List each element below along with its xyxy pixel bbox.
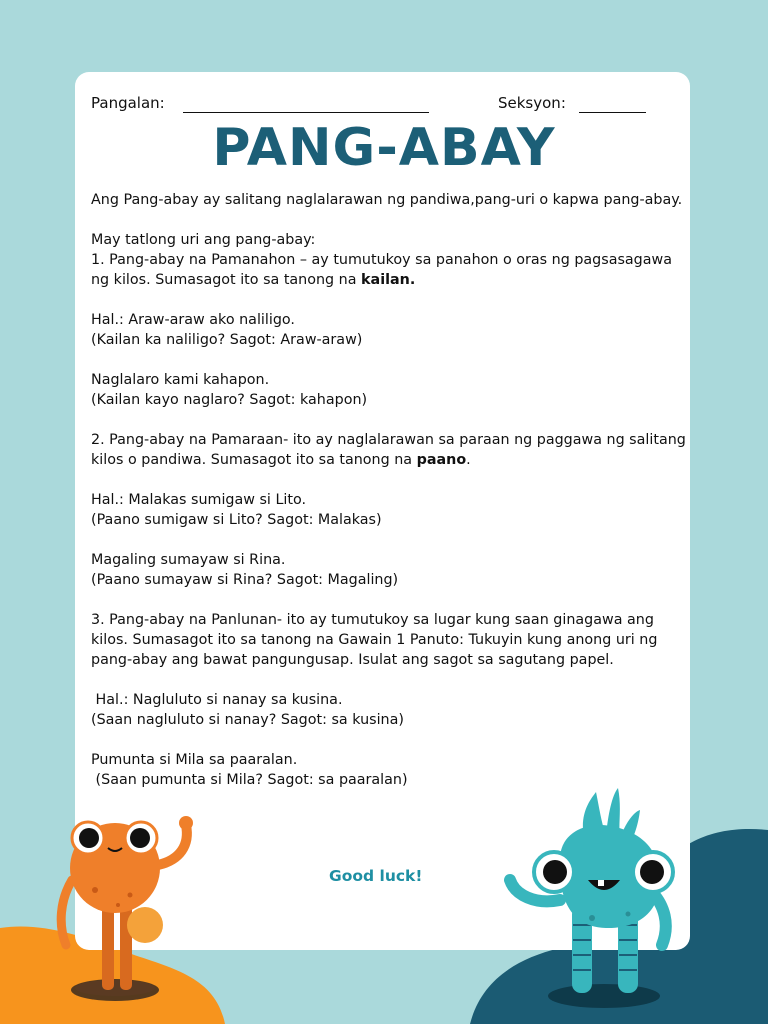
type2-text: 2. Pang-abay na Pamaraan- ito ay naglalarawan sa paraan ng paggawa ng salitang kilos o pandiwa. Sumasagot ito sa tanong na bbox=[91, 432, 686, 468]
example3-sentence: Hal.: Malakas sumigaw si Lito. bbox=[91, 492, 307, 508]
name-label: Pangalan: bbox=[91, 94, 165, 112]
student-info-row bbox=[91, 94, 651, 116]
intro-paragraph: Ang Pang-abay ay salitang naglalarawan ng pandiwa,pang-uri o kapwa pang-abay. bbox=[91, 192, 683, 208]
types-heading: May tatlong uri ang pang-abay: bbox=[91, 232, 316, 248]
lesson-content bbox=[91, 190, 691, 790]
section-label: Seksyon: bbox=[498, 94, 566, 112]
example6-answer: (Saan pumunta si Mila? Sagot: sa paaralan) bbox=[91, 772, 408, 788]
example1-sentence: Hal.: Araw-araw ako naliligo. bbox=[91, 312, 295, 328]
good-luck-text: Good luck! bbox=[329, 867, 423, 885]
section-blank-line[interactable] bbox=[579, 112, 646, 113]
type1-text: 1. Pang-abay na Pamanahon – ay tumutukoy sa panahon o oras ng pagsasagawa ng kilos. Sumasagot ito sa tanong na bbox=[91, 252, 672, 288]
type2-end: . bbox=[466, 452, 471, 468]
example5-answer: (Saan nagluluto si nanay? Sagot: sa kusina) bbox=[91, 712, 404, 728]
example2-sentence: Naglalaro kami kahapon. bbox=[91, 372, 270, 388]
example4-answer: (Paano sumayaw si Rina? Sagot: Magaling) bbox=[91, 572, 399, 588]
type1-keyword: kailan. bbox=[361, 272, 416, 288]
example6-sentence: Pumunta si Mila sa paaralan. bbox=[91, 752, 298, 768]
type2-keyword: paano bbox=[416, 452, 467, 468]
example4-sentence: Magaling sumayaw si Rina. bbox=[91, 552, 286, 568]
page-title: PANG-ABAY bbox=[212, 118, 556, 178]
example1-answer: (Kailan ka naliligo? Sagot: Araw-araw) bbox=[91, 332, 363, 348]
type2-paragraph bbox=[91, 430, 691, 470]
type1-paragraph bbox=[91, 250, 691, 290]
example5-sentence: Hal.: Nagluluto si nanay sa kusina. bbox=[91, 692, 343, 708]
example3-answer: (Paano sumigaw si Lito? Sagot: Malakas) bbox=[91, 512, 382, 528]
name-blank-line[interactable] bbox=[183, 112, 429, 113]
type3-paragraph: 3. Pang-abay na Panlunan- ito ay tumutukoy sa lugar kung saan ginagawa ang kilos. Sumasagot ito sa tanong na Gawain 1 Panuto: Tukuyin kung anong uri ng pang-abay ang bawat pangungusap. Isulat ang sagot sa sagutang papel. bbox=[91, 612, 658, 668]
example2-answer: (Kailan kayo naglaro? Sagot: kahapon) bbox=[91, 392, 368, 408]
